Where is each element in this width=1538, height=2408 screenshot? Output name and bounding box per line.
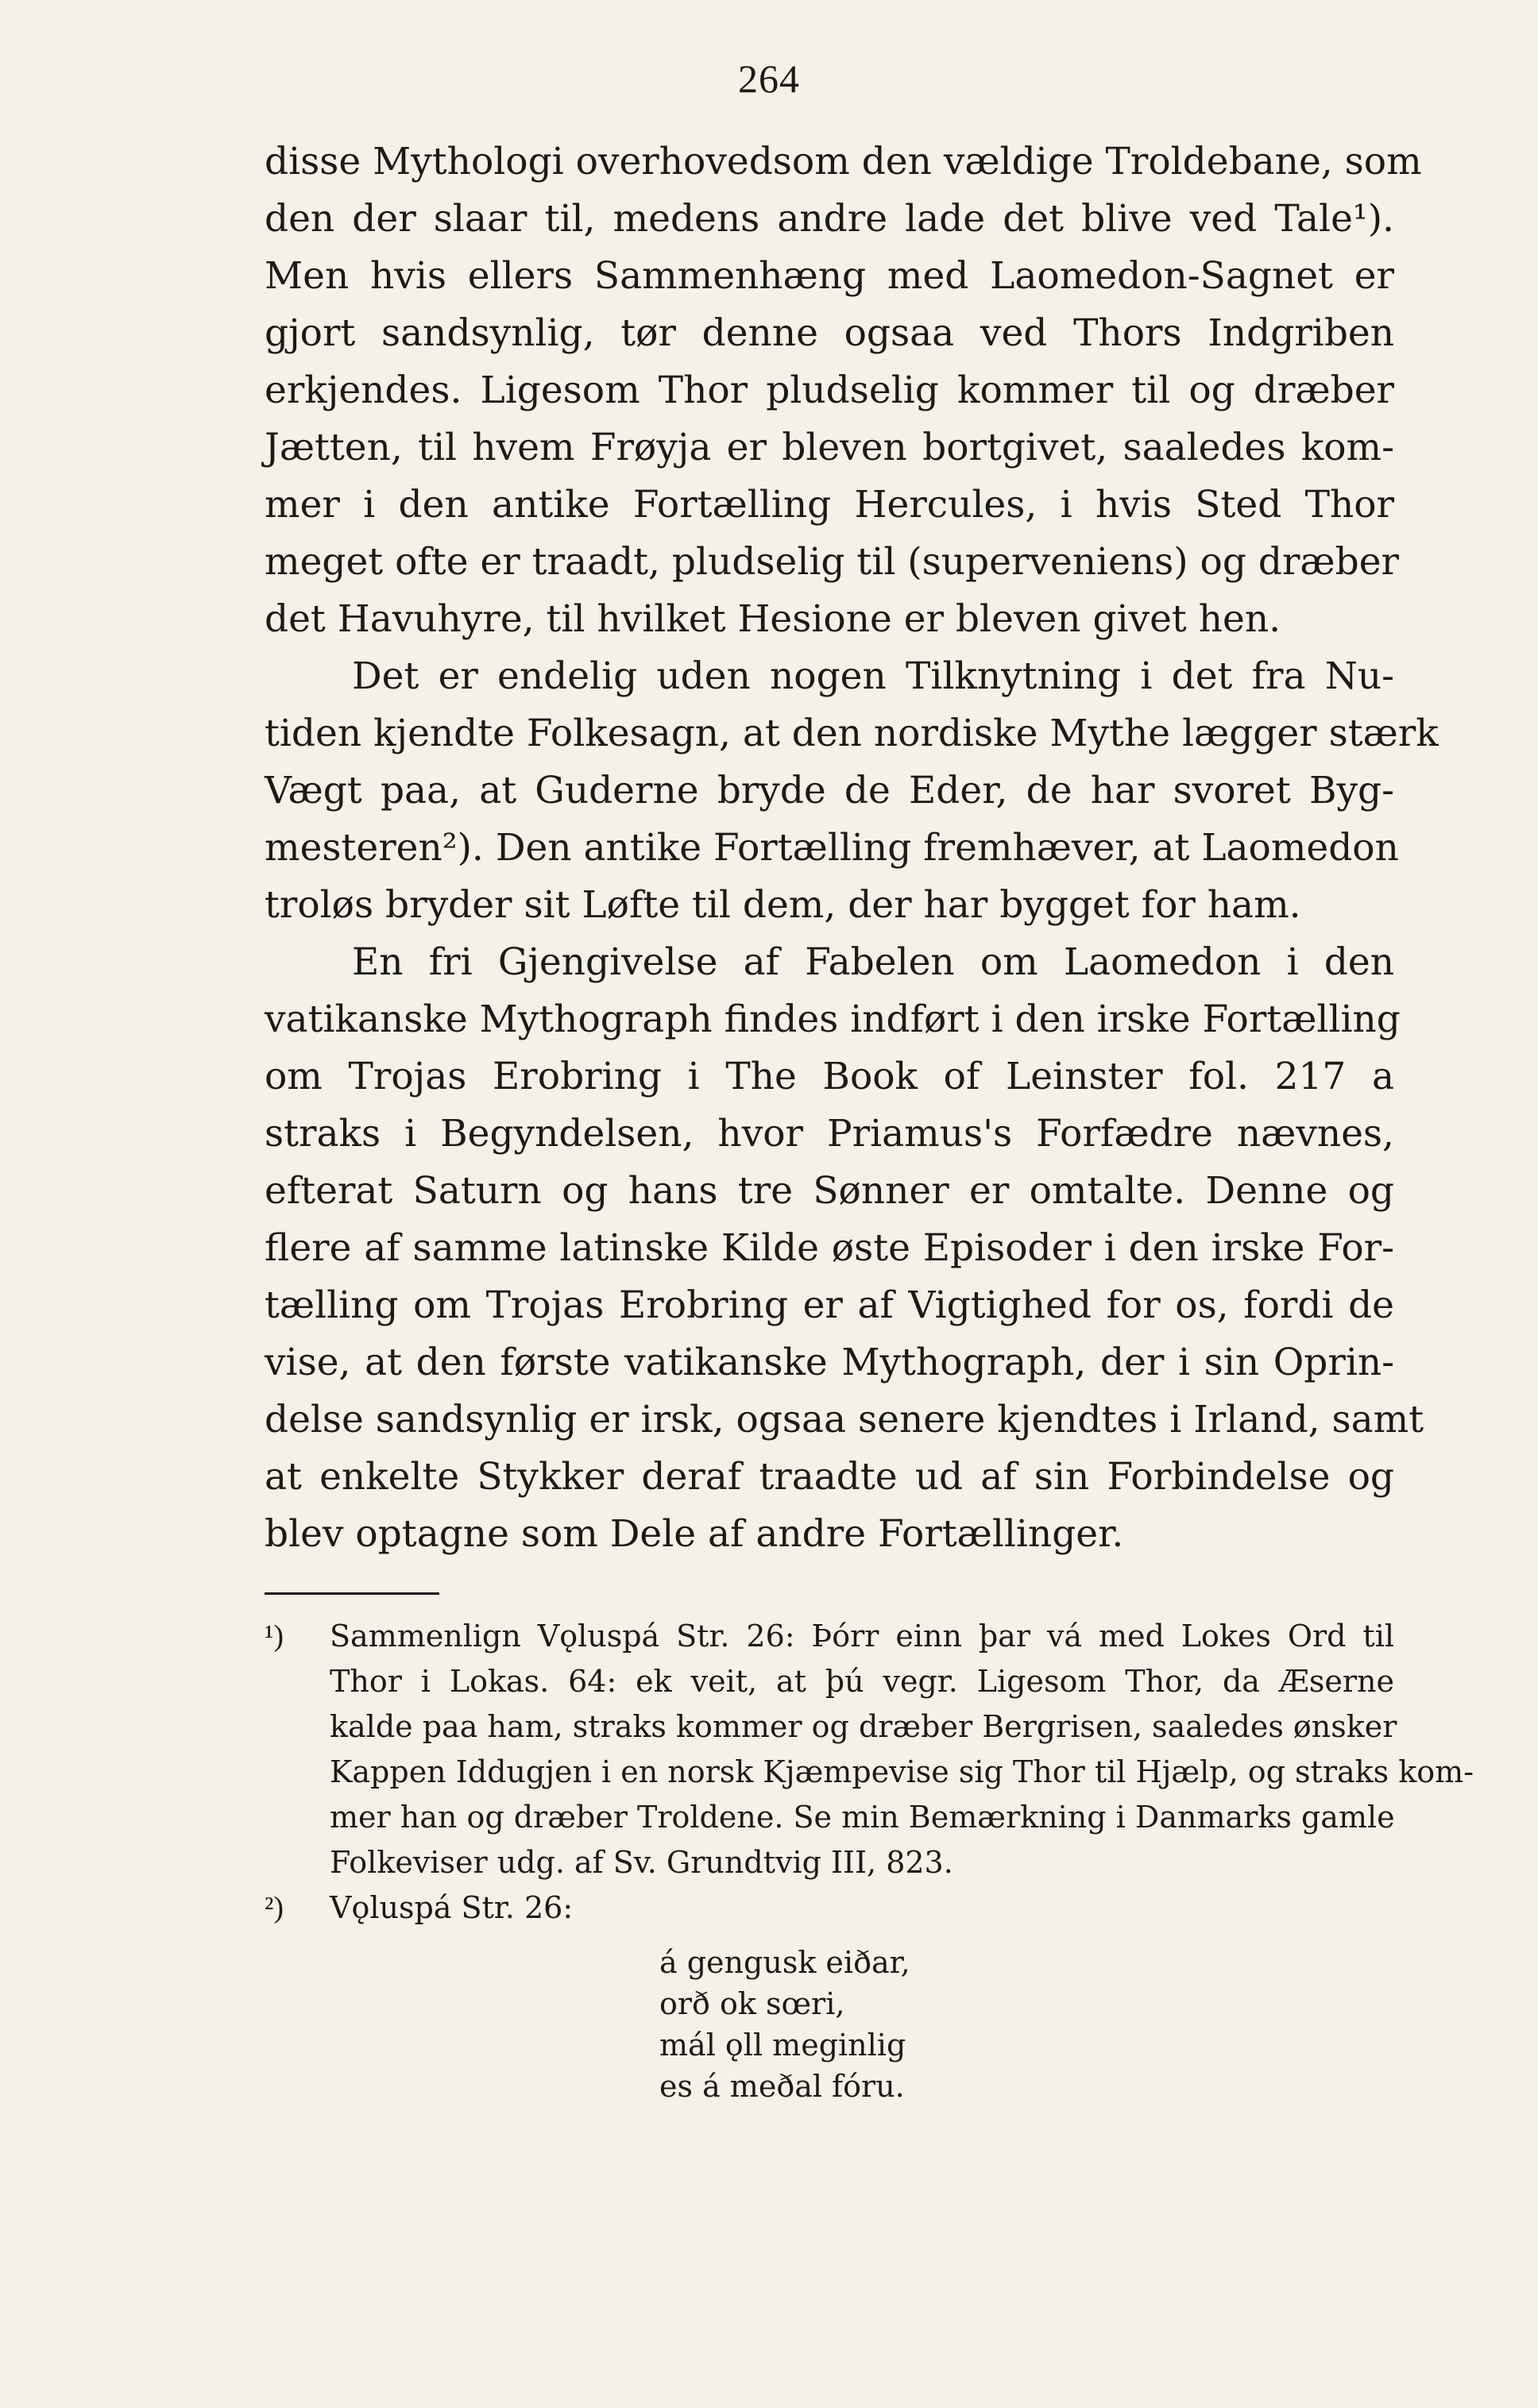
paragraph-start: Det er endelig uden nogen Tilknytning i det fra Nu- bbox=[352, 654, 1394, 698]
footnote-line: mer han og dræber Troldene. Se min Bemærkning i Danmarks gamle bbox=[330, 1800, 1395, 1835]
text-line: Vægt paa, at Guderne bryde de Eder, de har svoret Byg- bbox=[265, 769, 1394, 812]
verse-line: es á meðal fóru. bbox=[659, 2069, 905, 2104]
verse-line: orð ok sœri, bbox=[659, 1986, 845, 2021]
text-line: Men hvis ellers Sammenhæng med Laomedon-Sagnet er bbox=[265, 254, 1394, 298]
verse-quote bbox=[659, 1942, 1215, 2107]
text-line: straks i Begyndelsen, hvor Priamus's Forfædre nævnes, bbox=[265, 1112, 1394, 1156]
text-line: disse Mythologi overhovedsom den vældige Troldebane, som bbox=[265, 140, 1422, 183]
text-line: vatikanske Mythograph findes indført i den irske Fortælling bbox=[265, 998, 1401, 1041]
text-line: efterat Saturn og hans tre Sønner er omtalte. Denne og bbox=[265, 1169, 1394, 1213]
footnote-marker: ¹) bbox=[265, 1619, 284, 1653]
footnote-line bbox=[265, 1614, 1394, 1659]
text-line: troløs bryder sit Løfte til dem, der har bygget for ham. bbox=[265, 883, 1301, 927]
text-line: blev optagne som Dele af andre Fortællinger. bbox=[265, 1512, 1124, 1556]
footnote-marker: ²) bbox=[265, 1891, 284, 1924]
text-line: om Trojas Erobring i The Book of Leinster fol. 217 a bbox=[265, 1055, 1394, 1098]
verse-line: mál ǫll meginlig bbox=[659, 2028, 906, 2063]
text-line: meget ofte er traadt, pludselig til (superveniens) og dræber bbox=[265, 540, 1399, 584]
footnote-line bbox=[265, 1885, 1394, 1931]
main-text bbox=[265, 133, 1439, 1563]
text-line: den der slaar til, medens andre lade det blive ved Tale¹). bbox=[265, 197, 1394, 241]
text-line: gjort sandsynlig, tør denne ogsaa ved Thors Indgriben bbox=[265, 311, 1394, 355]
text-line: vise, at den første vatikanske Mythograph, der i sin Oprin- bbox=[265, 1341, 1394, 1384]
text-line: Jætten, til hvem Frøyja er bleven bortgivet, saaledes kom- bbox=[265, 426, 1394, 469]
text-line: erkjendes. Ligesom Thor pludselig kommer til og dræber bbox=[265, 369, 1394, 412]
text-line: mer i den antike Fortælling Hercules, i hvis Sted Thor bbox=[265, 483, 1394, 527]
footnote-text: Vǫluspá Str. 26: bbox=[330, 1890, 574, 1925]
page-number: 264 bbox=[738, 56, 800, 101]
text-line: det Havuhyre, til hvilket Hesione er bleven givet hen. bbox=[265, 597, 1281, 641]
text-line: delse sandsynlig er irsk, ogsaa senere kjendtes i Irland, samt bbox=[265, 1398, 1424, 1441]
footnote-line: Folkeviser udg. af Sv. Grundtvig III, 823. bbox=[330, 1845, 953, 1880]
text-line: flere af samme latinske Kilde øste Episoder i den irske For- bbox=[265, 1226, 1394, 1270]
footnote-line: Thor i Lokas. 64: ek veit, at þú vegr. Ligesom Thor, da Æserne bbox=[330, 1664, 1394, 1699]
verse-line: á gengusk eiðar, bbox=[659, 1945, 910, 1980]
paragraph-start: En fri Gjengivelse af Fabelen om Laomedon i den bbox=[352, 940, 1394, 984]
text-line: tiden kjendte Folkesagn, at den nordiske Mythe lægger stærk bbox=[265, 712, 1439, 755]
text-line: tælling om Trojas Erobring er af Vigtighed for os, fordi de bbox=[265, 1283, 1394, 1327]
text-line: at enkelte Stykker deraf traadte ud af sin Forbindelse og bbox=[265, 1455, 1394, 1499]
footnote-line: kalde paa ham, straks kommer og dræber Bergrisen, saaledes ønsker bbox=[330, 1709, 1397, 1744]
footnote-line: Kappen Iddugjen i en norsk Kjæmpevise sig Thor til Hjælp, og straks kom- bbox=[330, 1754, 1474, 1789]
footnote-divider bbox=[265, 1592, 439, 1595]
text-line: mesteren²). Den antike Fortælling fremhæver, at Laomedon bbox=[265, 826, 1399, 870]
footnotes bbox=[265, 1614, 1474, 1931]
footnote-text: Sammenlign Vǫluspá Str. 26: Þórr einn þar vá med Lokes Ord til bbox=[330, 1619, 1394, 1654]
